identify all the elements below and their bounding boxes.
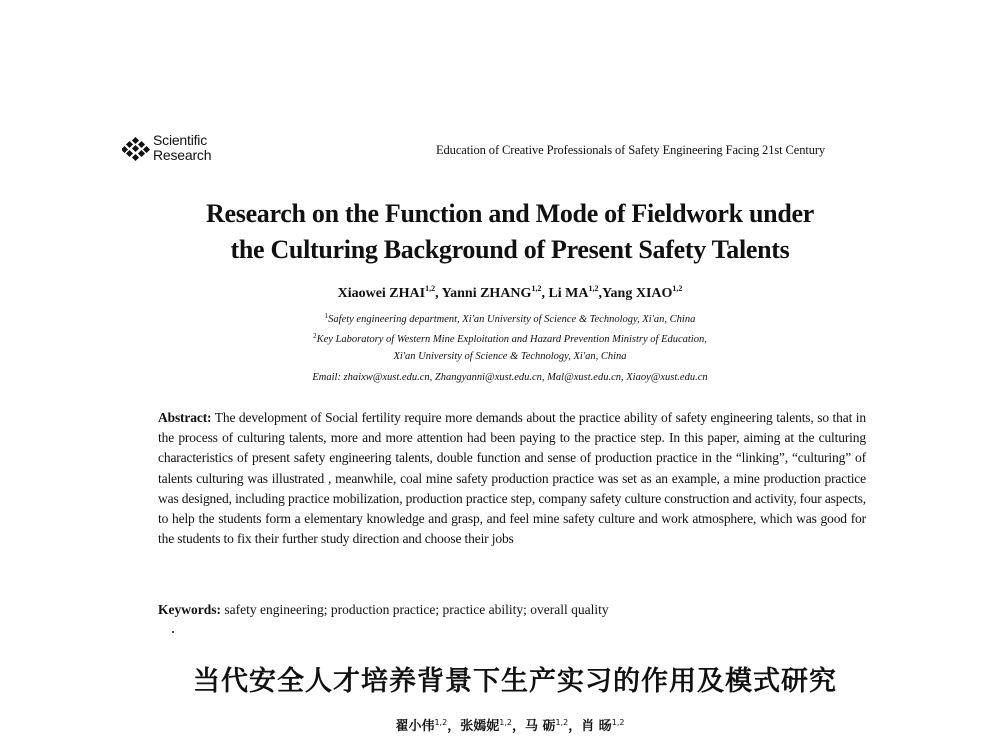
author-separator: , <box>541 286 549 301</box>
affiliation-2-continued: Xi'an University of Science & Technology, Xi'an, China <box>393 351 627 362</box>
author-separator: ， <box>568 719 582 734</box>
author-emails: Email: zhaixw@xust.edu.cn, Zhangyanni@xust.edu.cn, Mal@xust.edu.cn, Xiaoy@xust.edu.cn <box>312 372 708 383</box>
paper-title <box>100 196 920 268</box>
abstract-text: The development of Social fertility require more demands about the practice ability of safety engineering talents, so that in the process of culturing talents, more and more attention had been paying to the practice step. In this paper, aiming at the culturing characteristics of present safety engineering talents, double function and sense of production practice in the “linking”, “culturing” of talents culturing was illustrated , meanwhile, coal mine safety production practice was set as an example, a mine production practice was designed, including practice mobilization, production practice step, company safety culture construction and activity, four aspects, to help the students form a elementary knowledge and grasp, and feel mine safety culture and work atmosphere, which was good for the students to fix their further study direction and choose their jobs <box>158 410 866 547</box>
author-affiliation-mark: 1,2 <box>672 284 683 293</box>
author-affiliation-mark: 1,2 <box>555 718 569 727</box>
affiliation-mark: 2 <box>313 332 317 340</box>
author-separator: ， <box>447 719 461 734</box>
abstract-label: Abstract: <box>158 410 212 425</box>
affiliation-text: Key Laboratory of Western Mine Exploitation and Hazard Prevention Ministry of Education, <box>316 334 707 345</box>
author-affiliation-mark: 1,2 <box>425 284 436 293</box>
chinese-title: 当代安全人才培养背景下生产实习的作用及模式研究 <box>193 666 837 697</box>
abstract <box>158 408 866 549</box>
author-name: Li MA <box>548 286 589 301</box>
author-name: 翟小伟 <box>395 719 435 734</box>
author-separator: ， <box>511 719 525 734</box>
author-affiliation-mark: 1,2 <box>588 284 599 293</box>
author-name: Xiaowei ZHAI <box>337 286 426 301</box>
logo-line-2: Research <box>153 147 212 163</box>
author-name: 马 砺 <box>524 719 556 734</box>
author-name: 肖 旸 <box>581 719 612 734</box>
logo-text <box>153 133 211 163</box>
author-name: Yanni ZHANG <box>441 286 532 301</box>
title-line-1: Research on the Function and Mode of Fieldwork under <box>206 199 814 228</box>
publisher-logo <box>122 133 232 169</box>
author-separator: , <box>435 286 442 301</box>
running-head: Education of Creative Professionals of Safety Engineering Facing 21st Century <box>436 143 826 157</box>
diamond-cluster-icon <box>122 137 152 165</box>
author-affiliation-mark: 1,2 <box>499 718 512 727</box>
author-affiliation-mark: 1,2 <box>434 718 448 727</box>
author-affiliation-mark: 1,2 <box>531 284 542 293</box>
scan-speck <box>172 631 174 633</box>
keywords <box>158 600 866 620</box>
keywords-label: Keywords: <box>158 602 221 617</box>
keywords-text: safety engineering; production practice; practice ability; overall quality <box>221 602 609 617</box>
affiliation-text: Safety engineering department, Xi'an University of Science & Technology, Xi'an, China <box>328 314 696 325</box>
affiliation-2 <box>150 330 870 346</box>
affiliation-1 <box>150 310 870 326</box>
author-separator: , <box>598 286 602 301</box>
chinese-author-list <box>300 715 720 734</box>
author-affiliation-mark: 1,2 <box>611 718 625 727</box>
author-list <box>150 284 870 302</box>
logo-line-1: Scientific <box>153 132 208 148</box>
title-line-2: the Culturing Background of Present Safety Talents <box>230 235 790 264</box>
author-name: Yang XIAO <box>602 286 673 301</box>
affiliation-mark: 1 <box>324 312 329 320</box>
author-name: 张嫣妮 <box>460 719 500 734</box>
